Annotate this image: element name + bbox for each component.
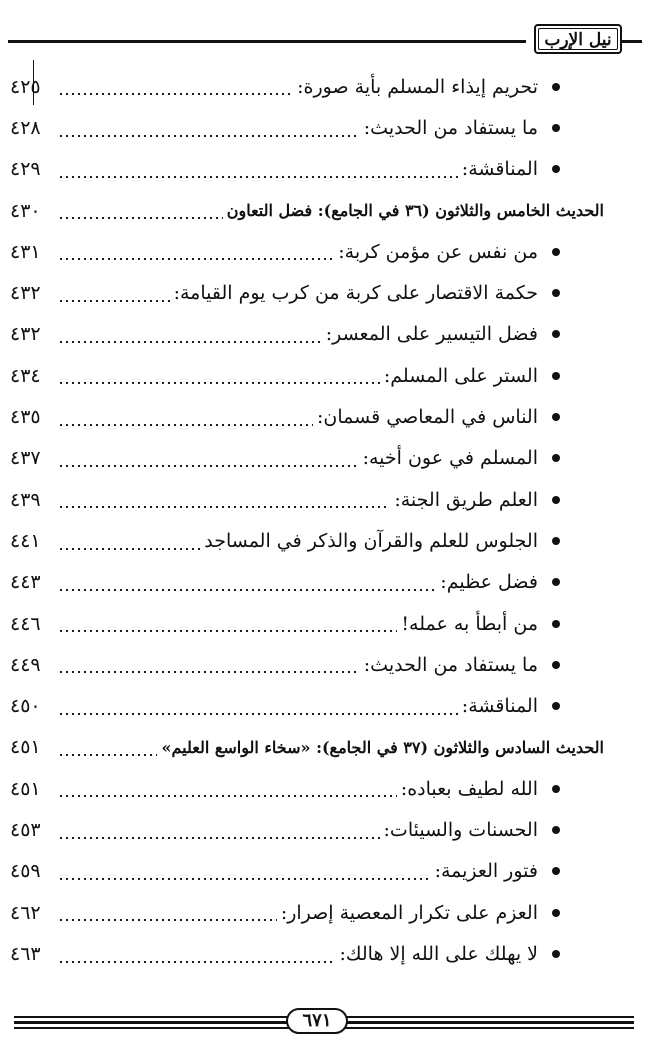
toc-entry-title: فتور العزيمة:: [434, 860, 538, 883]
toc-entry-title: المناقشة:: [461, 158, 538, 181]
dot-leader: [58, 93, 293, 95]
toc-entry-page: ٤٣٤: [10, 364, 41, 387]
toc-entry-title: العزم على تكرار المعصية إصرار:: [280, 901, 538, 924]
toc-chapter-heading: [10, 727, 604, 768]
toc-entry: [10, 933, 604, 974]
toc-entry-title: فضل التيسير على المعسر:: [325, 323, 538, 346]
toc-entry-title: من أبطأ به عمله!: [401, 612, 538, 635]
toc-entry: [10, 562, 604, 603]
table-of-contents: [10, 66, 604, 975]
dot-leader: [58, 424, 313, 426]
toc-entry-title: الله لطيف بعباده:: [400, 777, 538, 800]
dot-leader: [58, 300, 170, 302]
dot-leader: [58, 341, 322, 343]
bullet-icon: [552, 83, 560, 91]
toc-entry-title: حكمة الاقتصار على كربة من كرب يوم القيامة:: [173, 282, 538, 305]
toc-entry: [10, 768, 604, 809]
bullet-icon: [552, 289, 560, 297]
toc-entry: [10, 851, 604, 892]
toc-entry: [10, 231, 604, 272]
toc-entry-page: ٤٣٢: [10, 323, 41, 346]
toc-entry: [10, 809, 604, 850]
dot-leader: [58, 176, 458, 178]
dot-leader: [58, 630, 397, 632]
toc-entry-page: ٤٢٩: [10, 158, 41, 181]
toc-entry-title: الحديث السادس والثلاثون (٣٧ في الجامع): «سخاء الواسع العليم»: [161, 737, 604, 757]
toc-entry-title: لا يهلك على الله إلا هالك:: [339, 942, 538, 965]
toc-entry-page: ٤٣١: [10, 240, 41, 263]
dot-leader: [58, 258, 334, 260]
toc-entry: [10, 66, 604, 107]
toc-entry-page: ٤٥٣: [10, 818, 41, 841]
bullet-icon: [552, 165, 560, 173]
toc-entry: [10, 685, 604, 726]
toc-entry-page: ٤٤٦: [10, 612, 41, 635]
bullet-icon: [552, 785, 560, 793]
bullet-icon: [552, 454, 560, 462]
toc-entry-page: ٤٥١: [10, 777, 41, 800]
toc-entry-page: ٤٤٩: [10, 653, 41, 676]
toc-entry: [10, 272, 604, 313]
toc-entry: [10, 479, 604, 520]
toc-entry: [10, 396, 604, 437]
toc-entry-title: الجلوس للعلم والقرآن والذكر في المساجد: [204, 529, 538, 552]
dot-leader: [58, 589, 436, 591]
toc-entry-title: المناقشة:: [461, 695, 538, 718]
toc-entry-page: ٤٤٣: [10, 571, 41, 594]
toc-entry-title: فضل عظيم:: [440, 571, 538, 594]
toc-entry: [10, 520, 604, 561]
toc-entry-page: ٤٣٠: [10, 199, 41, 222]
dot-leader: [58, 135, 360, 137]
page-footer: [0, 1000, 646, 1040]
toc-entry-page: ٤٣٩: [10, 488, 41, 511]
toc-entry: [10, 644, 604, 685]
bullet-icon: [552, 496, 560, 504]
toc-entry: [10, 107, 604, 148]
bullet-icon: [552, 620, 560, 628]
dot-leader: [58, 465, 359, 467]
bullet-icon: [552, 372, 560, 380]
bullet-icon: [552, 124, 560, 132]
page-number: ٦٧١: [286, 1008, 348, 1034]
bullet-icon: [552, 867, 560, 875]
dot-leader: [58, 837, 380, 839]
toc-entry-page: ٤٢٨: [10, 116, 41, 139]
dot-leader: [58, 795, 397, 797]
toc-entry: [10, 314, 604, 355]
dot-leader: [58, 713, 458, 715]
toc-entry-page: ٤٣٥: [10, 406, 41, 429]
toc-entry-title: الحديث الخامس والثلاثون (٣٦ في الجامع): فضل التعاون: [226, 201, 604, 221]
toc-entry-page: ٤٥٩: [10, 860, 41, 883]
dot-leader: [58, 919, 277, 921]
toc-entry-title: الستر على المسلم:: [383, 364, 538, 387]
toc-chapter-heading: [10, 190, 604, 231]
toc-entry-page: ٤٣٢: [10, 282, 41, 305]
toc-entry-page: ٤٢٥: [10, 75, 41, 98]
bullet-icon: [552, 661, 560, 669]
toc-entry-page: ٤٦٣: [10, 942, 41, 965]
bullet-icon: [552, 413, 560, 421]
toc-entry: [10, 149, 604, 190]
toc-entry-title: ما يستفاد من الحديث:: [363, 116, 538, 139]
toc-entry-page: ٤٥١: [10, 736, 41, 759]
dot-leader: [58, 878, 431, 880]
toc-entry-title: من نفس عن مؤمن كربة:: [338, 240, 538, 263]
dot-leader: [58, 382, 380, 384]
toc-entry-title: الناس في المعاصي قسمان:: [317, 406, 538, 429]
dot-leader: [58, 506, 390, 508]
header-rule: [8, 40, 526, 43]
bullet-icon: [552, 248, 560, 256]
toc-entry: [10, 603, 604, 644]
toc-entry: [10, 355, 604, 396]
bullet-icon: [552, 578, 560, 586]
header-rule-tail: [620, 40, 642, 43]
bullet-icon: [552, 950, 560, 958]
bullet-icon: [552, 826, 560, 834]
toc-entry-page: ٤٣٧: [10, 447, 41, 470]
dot-leader: [58, 754, 157, 756]
toc-entry-title: تحريم إيذاء المسلم بأية صورة:: [297, 75, 538, 98]
dot-leader: [58, 548, 200, 550]
toc-entry-title: الحسنات والسيئات:: [383, 818, 538, 841]
bullet-icon: [552, 330, 560, 338]
toc-entry-title: ما يستفاد من الحديث:: [363, 653, 538, 676]
toc-entry-title: العلم طريق الجنة:: [394, 488, 538, 511]
header-title-box: [534, 24, 622, 54]
dot-leader: [58, 671, 360, 673]
toc-entry-page: ٤٥٠: [10, 695, 41, 718]
dot-leader: [58, 217, 223, 219]
bullet-icon: [552, 537, 560, 545]
page-header: [0, 22, 646, 62]
bullet-icon: [552, 702, 560, 710]
toc-entry-page: ٤٦٢: [10, 901, 41, 924]
toc-entry: [10, 892, 604, 933]
toc-entry: [10, 438, 604, 479]
dot-leader: [58, 961, 335, 963]
header-title: نيل الإرب: [544, 30, 612, 50]
toc-entry-title: المسلم في عون أخيه:: [362, 447, 538, 470]
bullet-icon: [552, 909, 560, 917]
toc-entry-page: ٤٤١: [10, 529, 41, 552]
